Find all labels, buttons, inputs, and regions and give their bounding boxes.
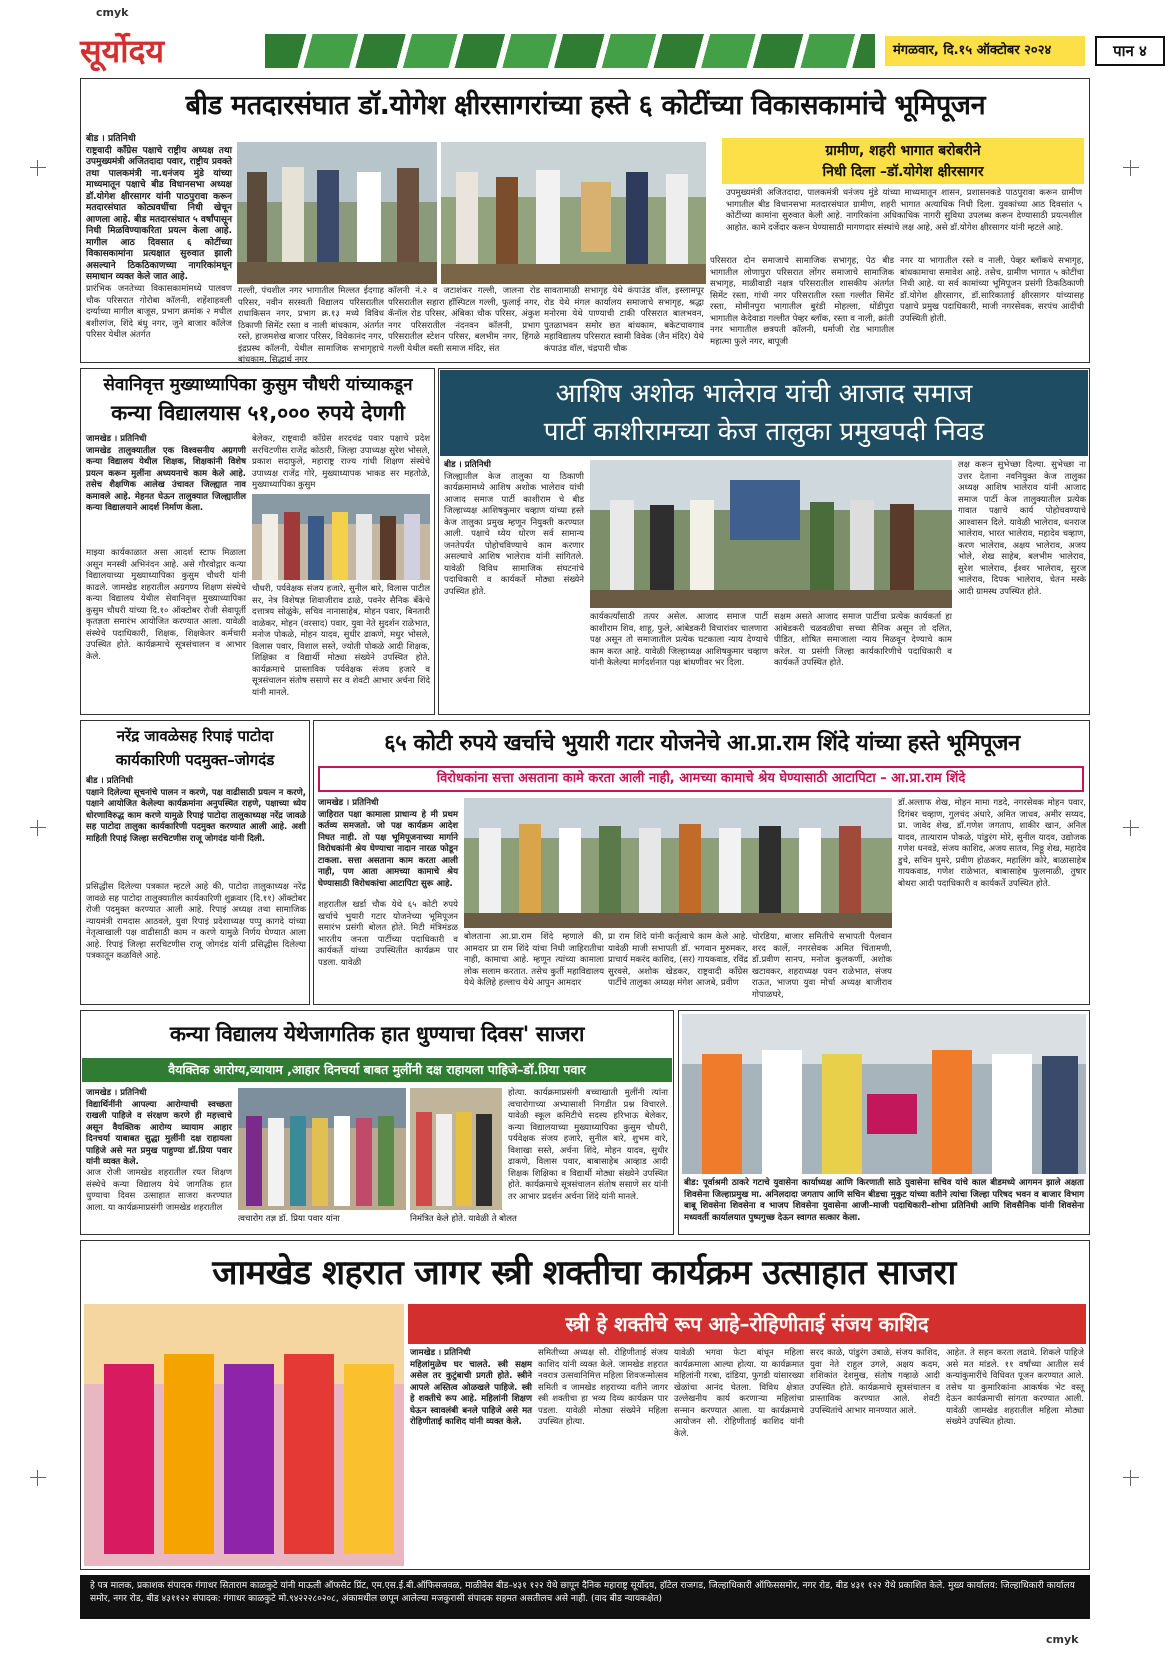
story-donation-body-b: बेलेकर, राष्ट्रवादी काँग्रेस शरदचंद्र पवार पक्षाचे प्रदेश सरचिटणीस राजेंद्र कोठारी, जिल्हा उपाध्यक्ष सुरेश भोसले, प्रकाश सदाफुले, महाराष्ट्र राज्य गांधी शिक्षण संस्थेचे उपाध्यक्ष राजेंद्र गोरे, मुख्याध्यापक भाकड सर महतोळे, मुख्याध्यापिका कुसुम (252, 434, 430, 490)
photo-bhoomipujan-1 (237, 142, 437, 284)
story-bid-box-title2: निधी दिला –डॉ.योगेश क्षीरसागर (822, 164, 984, 180)
cmyk-bottom: cmyk (1046, 1633, 1079, 1646)
story-bhalerao-col-b: कार्यकर्त्यांसाठी तत्पर असेल. आजाद समाज पार्टी काशीराम शिव, शाहू, फुले, आंबेडकरी विचारांवर चालणारा पक्ष असून तो समाजातील प्रत्येक घटकाला न्याय देण्याचे काम करत आहे. यावेळी जिल्हाध्यक्ष आशिषकुमार चव्हाण यांनी केलेल्या मार्गदर्शनात पक्ष बांधणीवर भर दिला. (590, 612, 768, 668)
registration-mark (1123, 820, 1139, 836)
story-bid-col2: गल्ली, पंचशील नगर भागातील मिल्लत ईदगाह परिसर, नवीन सरस्वती विद्यालय परिसरातील राधाकिसन नगर, प्रभाग क्र.१३ मध्ये विविध ठिकाणी सिमेंट रस्ता व नाली बांधकाम, अंतर्गत रस्ते, हाजमशेख बाजार परिसर, विवेकानंद नगर, इंद्रप्रस्थ कॉलनी, येथील सामाजिक सभागृहाचे बांधकाम, सिद्धार्थ नगर (238, 286, 384, 365)
story-bid-col6: नगर या भागातील रस्ते व नाली, पेव्हर ब्लॉकचे सभागृह, बांधकामाचा समावेश आहे. तसेच, ग्रामीण भागात ५ कोटींचा निधी आहे. या सर्व कामांच्या भूमिपूजन प्रसंगी ठिकठिकाणी डॉ.योगेश क्षीरसागर, डॉ.सारिकाताई क्षीरसागर यांच्यासह पक्षाचे प्रमुख पदाधिकारी, माजी नगरसेवक, सरपंच आदींची उपस्थिती होती. (900, 256, 1084, 324)
story-handwash-headline: कन्या विद्यालय येथेजागतिक हात धुण्याचा दिवस' साजरा (169, 1022, 585, 1046)
story-gutter-lead: जामखेड । प्रतिनिधी जाहिरात पक्षा कामाला प्राधान्य हे मी प्रथम कर्तव्य समजतो. जो पक्ष कार्यक्रम आदेश निघत नाही. तो पक्ष भूमिपूजनाच्या मार्गाने विरोधकांनी श्रेय घेण्याचा नादान नारळ फोडून टाकला. सत्ता असताना काम करता आली नाही, पण आता आमच्या कामाचे श्रेय घेण्यासाठी विरोधकांचा आटापिटा सुरू आहे. (318, 798, 458, 889)
registration-mark (30, 1470, 46, 1486)
story-handwash-subhead: वैयक्तिक आरोग्य,व्यायाम ,आहार दिनचर्या बाबत मुलींनी दक्ष राहायला पाहिजे–डॉ.प्रिया पवार (168, 1062, 586, 1077)
story-bhalerao-headline2: पार्टी काशीरामच्या केज तालुका प्रमुखपदी निवड (543, 417, 985, 447)
cmyk-top: cmyk (96, 6, 129, 19)
story-handwash-col-c: निमंत्रित केले होते. यावेळी ते बोलत (410, 1214, 517, 1224)
photo-handwash-2 (410, 1088, 502, 1210)
story-bid-col4: सावतामाळी सभागृह येथे कंपाउंड वॉल, इस्लामपूर रोड येथे मंगल कार्यालय समाजाचे सभागृह, श्रद्धा मनोरमा येथे पाण्याची टाकी परिसरात बालभवन, पुतळाभवन समोर छत बांधकाम, बकेटचावगाव महाविद्यालय परिसरात स्वामी विवेक (जैन मंदिर) येथे कंपाउंड वॉल, चंद्रपारी चौक (544, 286, 704, 354)
photo-bhalerao (590, 460, 952, 608)
story-handwash-col-d: होत्या. कार्यक्रमाप्रसंगी बच्चाखाती मुलींनी त्यांना त्वचारोगाच्या अभ्यासाशी निगडीत प्रश्न विचारले. यावेळी स्कूल कमिटीचे सदस्य हरिभाऊ बेलेकर, कन्या विद्यालयाच्या मुख्याध्यापिका कुसुम चौधरी, पर्यवेक्षक संजय हजारे, सुनील बारे, शुभम वारे, विशाखा सस्ते, अर्चना शिंदे, मोहन यादव, सुधीर ढाकणे, विलास पवार, बाबासाहेब आव्हाड आदी शिक्षक शिक्षिका व विद्यार्थी मोठ्या संख्येने उपस्थित होते. कार्यक्रमाचे सूत्रसंचालन संतोष ससाणे सर यांनी तर आभार प्रदर्शन अर्चना शिंदे यांनी मानले. (508, 1088, 668, 1202)
registration-mark (30, 160, 46, 176)
story-gutter-col-d: चोरडिया, बाजार समितीचे सभापती पैलवान शरद कार्ले, नगरसेवक अमित चिंतामणी, डॉ.प्रवीण सानप, मनोज कुलकर्णी, अशोक खटावकर, शहराध्यक्ष पवन राळेभात, संजय राऊत, भाजपा युवा मोर्चा अध्यक्ष बाजीराव गोपाळघरे, (752, 932, 892, 1000)
story-bhalerao-col-a: बीड । प्रतिनिधी जिल्ह्यातील केज तालुका या ठिकाणी कार्यक्रमामध्ये आशिष अशोक भालेराव यांची आजाद समाज पार्टी काशीराम चे बीड जिल्हाध्यक्ष आशिषकुमार चव्हाण यांच्या हस्ते केज तालुका प्रमुख म्हणून नियुक्ती करण्यात आली. पक्षाचे ध्येय धोरण सर्व सामान्य जनतेपर्यंत पोहोचविण्याचे काम करणार असल्याचे आशिष भालेराव यांनी सांगितले. यावेळी विविध सामाजिक संघटनांचे पदाधिकारी व कार्यकर्ते मोठ्या संख्येने उपस्थित होते. (444, 460, 584, 597)
story-bhalerao-col-c: सक्षम असते आजाद समाज पार्टीचा प्रत्येक कार्यकर्ता हा आंबेडकरी चळवळीचा सच्चा सैनिक असून तो दलित, पीडित, शोषित समाजाला न्याय मिळवून देण्याचे काम करेल. या प्रसंगी जिल्हा कार्यकारिणीचे पदाधिकारी व कार्यकर्ते उपस्थित होते. (774, 612, 952, 668)
story-ripai-body: प्रसिद्धीस दिलेल्या पत्रकात म्हटले आहे की, पाटोदा तालुकाध्यक्ष नरेंद्र जावळे सह पाटोदा तालुक्यातील कार्यकारिणी शुक्रवार (दि.११) ऑक्टोबर रोजी पदमुक्त करण्यात आली आहे. रिपाइं अध्यक्ष तथा सामाजिक न्यायमंत्री रामदास आठवले, युवा रिपाइं प्रदेशाध्यक्ष पप्पु कागदे यांच्या नेतृत्वाखाली पक्ष वाढीसाठी काम न करणे यामुळे निर्णय घेण्यात आला आहे. रिपाइं जिल्हा सरचिटणीस राजू जोगदंड यांनी प्रसिद्धीस दिलेल्या पत्रकातून कळविले आहे. (86, 882, 306, 961)
story-bid-col5: परिसरात दोन समाजाचे सामाजिक सभागृह, पेठ बीड भागातील लोणापुरा परिसरात लोंगर समाजाचे सामाजिक सभागृह, माळीवाडी नक्षत्र परिसरातील शासकीय अंतर्गत सिमेंट रस्ता, गांधी नगर परिसरातील रस्ता गल्लीत सिमेंट रस्ता, मोमीनपुरा भागातील बुरंडी मोहल्ला, धोंडीपुरा भागातील केदेवाडा गल्लीत पेव्हर ब्लॉक, रस्ता व नाली, क्रांती नगर भागातील छत्रपती कॉलनी, धर्माजी रोड भागातील महात्मा फुले नगर, बापूजी (710, 256, 894, 347)
story-ripai-lead: बीड । प्रतिनिधी पक्षाने दिलेल्या सूचनांचे पालन न करणे, पक्ष वाढीसाठी प्रयत्न न करणे, पक्षाने आयोजित केलेल्या कार्यक्रमांना अनुपस्थित राहणे, पक्षाच्या ध्येय धोरणाविरुद्ध काम करणे यामुळे रिपाइं पाटोदा तालुकाध्यक्ष नरेंद्र जावळे सह पाटोदा तालुका कार्यकारिणी पदमुक्त करण्यात आली आहे. अशी माहिती रिपाइं जिल्हा सरचिटणीस राजू जोगदंड यांनी दिली. (86, 776, 306, 844)
photo-donation (252, 494, 430, 580)
page-number: पान ४ (1095, 36, 1165, 66)
masthead-stripe (265, 34, 875, 68)
masthead (80, 30, 1147, 72)
story-donation-lead: जामखेड । प्रतिनिधी जामखेड तालुक्यातील एक विश्वसनीय अग्रगणी कन्या विद्यालय येथील शिक्षक, शिक्षकांनी विशेष प्रयत्न करून मुलींना अध्ययनाचे काम केले आहे. तसेच शैक्षणिक आलेख उंचावत जिल्ह्यात नाव कमावले आहे. मेहनत घेऊन तालुक्यात जिल्ह्यातील कन्या विद्यालयाने आदर्श निर्माण केला. (86, 434, 246, 513)
story-bid-headline: बीड मतदारसंघात डॉ.योगेश क्षीरसागरांच्या हस्ते ६ कोटींच्या विकासकामांचे भूमिपूजन (185, 90, 986, 121)
story-gutter-col-a2: शहरातील खर्डा चौक येथे ६५ कोटी रुपये खर्चाचे भुयारी गटार योजनेच्या भूमिपूजन समारंभ प्रसंगी बोलत होते. मिटी मंत्रिमंडळ भारतीय जनता पार्टीच्या पदाधिकारी व कार्यकर्ते यांच्या उपस्थितीत कार्यक्रम पार पडला. यावेळी (318, 900, 458, 968)
photo-gutter-bhoomipujan (464, 798, 892, 928)
story-gutter-col-e: डॉ.अल्ताफ शेख, मोहन मामा गडदे, नगरसेवक मोहन पवार, दिगंबर चव्हाण, गुलचंद अंधारे, अमित जाधव, अमीर सय्यद, प्रा. जावेद शेख, डॉ.गणेश जगताप, शाकीर खान, अनिल यादव, तात्याराम पोकळे, पांडुरंग मोरे, सुनील यादव, उद्योजक गणेश धनवडे, संजय काशिद, अजय सातव, मिठ्ठू शेख, महादेव डुचे, सचिन घुमरे, प्रवीण होळकर, महालिंग कोरे, बाळासाहेब गायकवाड, गणेश राळेभात, बाबासाहेब फुलमाळी, तुषार बोथरा आदी पदाधिकारी व कार्यकर्ते उपस्थित होते. (898, 798, 1086, 889)
story-donation-headline2: कन्या विद्यालयास ५१,००० रुपये देणगी (111, 401, 405, 425)
printer-footer: हे पत्र मालक, प्रकाशक संपादक गंगाधर सिताराम काळकुटे यांनी माऊली ऑफसेट प्रिंट, एम.एस.ई.बी.ऑफिसजवळ, माळीवेस बीड–४३१ १२२ येथे छापून दैनिक महाराष्ट्र सूर्योदय, हॉटेल राजगड, जिल्हाधिकारी ऑफिससमोर, नगर रोड, बीड ४३१ १२२ येथे प्रकाशित केले. मुख्य कार्यालय: जिल्हाधिकारी कार्यालय समोर, नगर रोड, बीड ४३११२२ संपादक: गंगाधर काळकुटे मो.९४२२२८०२०८, अंकामधील छापून आलेल्या मजकुरासी संपादक सहमत असतीलच असे नाही. (वाद बीड न्यायकक्षेत) (80, 1575, 1090, 1619)
story-bhalerao-headline1: आशिष अशोक भालेराव यांची आजाद समाज (555, 379, 973, 409)
story-gutter-headline: ६५ कोटी रुपये खर्चाचे भुयारी गटार योजनेचे आ.प्रा.राम शिंदे यांच्या हस्ते भूमिपूजन (384, 731, 1020, 756)
story-ripai-headline1: नरेंद्र जावळेसह रिपाइं पाटोदा (116, 727, 274, 745)
story-jagar-col-b: समितीच्या अध्यक्ष सौ. रोहिणीताई संजय काशिद यांनी व्यक्त केले. जामखेड शहरात नवरात्र उत्सवानिमित्त महिला शिवजन्मोत्सव समिती व जामखेड शहराच्या वतीने जागर स्त्री शक्तीचा हा भव्य दिव्य कार्यक्रम पार पडला. यावेळी मोठ्या संख्येने महिला उपस्थित होत्या. (538, 1348, 668, 1427)
issue-date: मंगळवार, दि.१५ ऑक्टोबर २०२४ (885, 36, 1085, 66)
story-jagar-col-c: यावेळी भगवा फेटा बांधून महिला कार्यक्रमाला आल्या होत्या. या कार्यक्रमात महिलांनी गरबा, दांडिया, फुगडी यांसारख्या खेळांचा आनंद घेतला. विविध क्षेत्रात उल्लेखनीय कार्य करणाऱ्या महिलांचा सन्मान करण्यात आला. या कार्यक्रमाचे आयोजन सौ. रोहिणीताई काशिद यांनी केले. (674, 1348, 804, 1439)
registration-mark (1123, 1470, 1139, 1486)
story-bid-col3: कॉलनी नं.२ व जटाशंकर गल्ली, जालना रोड परिसरातील सहारा हॉस्पिटल गल्ली, फुलाई नगर, कॅनॉल रोड परिसर, अंबिका चौक परिसर, अंकुश नगर परिसरातील नंदनवन कॉलनी, प्रभाग परिसरातील स्टेशन परिसर, बलभीम नगर, हिंगळे गल्ली येथील वस्ती समाज मंदिर, संत (388, 286, 540, 354)
registration-mark (30, 820, 46, 836)
story-handwash-body: आज रोजी जामखेड शहरातील रयत शिक्षण संस्थेचे कन्या विद्यालय येथे जागतिक हात धुण्याचा दिवस उत्साहात साजरा करण्यात आला. या कार्यक्रमाप्रसंगी जामखेड शहरातील (86, 1168, 232, 1213)
story-bid-col1: प्रारंभिक जनतेच्या विकासकामांमध्ये पालवण चौक परिसरात गोरोबा कॉलनी, शहेंशाहवली दर्ग्याच्या मागील बाजूस, प्रभाग क्रमांक २ मधील बशीरगंज, शिंदे बंधु नगर, जुने बाजार कॉलेज परिसर येथील अंतर्गत (86, 284, 232, 340)
story-gutter-col-b: बोलताना आ.प्रा.राम शिंदे म्हणाले की, आमदार प्रा राम शिंदे यांचा निधी जाहिरातीचा नाही, कामाचा आहे. म्हणून त्यांच्या कामाला लोक सलाम करतात. तसेच कुर्ती महाविद्यालय येथे केलिहे हल्लाच येथे आपुन आमदार (464, 932, 604, 988)
story-ripai-headline2: कार्यकारिणी पदमुक्त–जोगदंड (115, 751, 275, 769)
story-gutter-subhead: विरोधकांना सत्ता असताना कामे करता आली नाही, आमच्या कामाचे श्रेय घेण्यासाठी आटापिटा – आ.प्रा.राम शिंदे (436, 771, 966, 786)
photo-jagar-stree-shakti (84, 1304, 404, 1566)
story-jagar-headline: जामखेड शहरात जागर स्त्री शक्तीचा कार्यक्रम उत्साहात साजरा (212, 1253, 956, 1293)
story-bid-box-title1: ग्रामीण, शहरी भागात बरोबरीने (825, 143, 981, 159)
story-donation-body-c: चौधरी, पर्यवेक्षक संजय हजारे, सुनील बारे, विलास पाटील सर, नेत्र विशेषज्ञ शिवाजीराव ढाळे, पवनेर सैनिक बँकेचे दत्तात्रय सोळुंके, सचिव नानासाहेब, मोहन पवार, बिनतारी वाळेकर, मोहन (वरसाद) पवार, युवा नेते सुदर्शन राळेभात, मनोज पोकळे, मोहन यादव, सुधीर ढाकणे, मधुर भोसले, विलास पवार, विशाल सस्ते, ज्योती पोकळे आदी शिक्षक, शिक्षिका व विद्यार्थी मोठ्या संख्येने उपस्थित होते. कार्यक्रमाचे प्रास्ताविक पर्यवेक्षक संजय हजारे व सूत्रसंचालन संतोष ससाणे सर व शेवटी आभार अर्चना शिंदे यांनी मानले. (252, 584, 430, 698)
newspaper-logo: सूर्योदय (80, 32, 165, 70)
photo-bhoomipujan-2 (441, 142, 706, 284)
story-jagar-col-e: आहेत. ते सहन करता लढावे. शिकले पाहिजे असे मत मांडले. ११ वर्षांच्या आतील सर्व कन्यांकुमारींचे विधिवत पूजन करण्यात आले. तसेच या कुमारिकांना आकर्षक भेट वस्तू देऊन कार्यक्रमाची सांगता करण्यात आली. यावेळी जामखेड शहरातील महिला मोठ्या संख्येने उपस्थित होत्या. (946, 1348, 1084, 1427)
story-handwash-lead: जामखेड । प्रतिनिधी विद्यार्थिनींनी आपल्या आरोग्याची स्वच्छता राखली पाहिजे व संरक्षण करणे ही महत्त्वाचे असून वैयक्तिक आरोग्य व्यायाम आहार दिनचर्या याबाबत सुद्धा मुलींनी दक्ष राहायला पाहिजे असे मत प्रमुख पाहुण्या डॉ.प्रिया पवार यांनी व्यक्त केले. (86, 1088, 232, 1167)
story-jagar-col-d: सरद काळे, पांडुरंग उबाळे, संजय काशिद, युवा नेते राहुल उगले, अक्षय कदम, शशिकांत देशमुख, संतोष गव्हाळे आदी उपस्थित होते. कार्यक्रमाचे सूत्रसंचालन व प्रास्ताविक करण्यात आले. शेवटी उपस्थितांचे आभार मानण्यात आले. (810, 1348, 940, 1416)
story-handwash-col-b: त्वचारोग तज्ञ डॉ. प्रिया पवार यांना (238, 1214, 340, 1224)
photo-yuvasena-welcome (682, 1014, 1086, 1174)
registration-mark (1123, 160, 1139, 176)
photo-handwash-1 (238, 1088, 406, 1210)
story-bid-box-body: उपमुख्यमंत्री अजितदादा, पालकमंत्री धनंजय मुंडे यांच्या माध्यमातून शासन, प्रशासनकडे पाठपुरावा करून ग्रामीण भागातील बीड विधानसभा मतदारसंघात ग्रामीण, शहरी भागात अत्याधिक निधी दिला. युवकांच्या आठ दिवसांत ५ कोटींच्या कामांना सुरुवात केली आहे. नागरिकांना अधिकाधिक नागरी सुविधा उपलब्ध करून देण्यासाठी प्रयत्नशील आहोत. कामे दर्जेदार करून घेण्यासाठी मागणदार संस्थांचे लक्ष आहे, असे डॉ.योगेश क्षीरसागर यांनी म्हटले आहे. (726, 188, 1082, 233)
story-donation-headline1: सेवानिवृत्त मुख्याध्यापिका कुसुम चौधरी यांच्याकडून (103, 375, 413, 395)
story-jagar-subhead: स्त्री हे शक्तीचे रूप आहे–रोहिणीताई संजय काशिद (565, 1312, 929, 1336)
story-gutter-col-c: प्रा राम शिंदे यांनी कर्तृत्वाचे काम केले आहे. यावेळी माजी सभापती डॉ. भगवान मुरुमकर, प्राचार्य मकरंद काशिद, (सर) गायकवाड, रविंद्र सुरवसे, अशोक खेडकर, राष्ट्रवादी काँग्रेस पार्टीचे तालुका अध्यक्ष मंगेश आजबे, प्रवीण (608, 932, 748, 988)
story-yuvasena-caption: बीड: पूर्वाश्रमी ठाकरे गटाचे युवासेना कार्याध्यक्ष आणि किरणाती साठे युवासेना सचिव यांचे काल बीडमध्ये आगमन झाले अक्षता शिवसेना जिल्हाप्रमुख मा. अनिलदादा जगताप आणि सचिन बीडचा मुकुट यांच्या वतीने त्यांचा जिल्हा परिषद भवन व बाजार विभाग बाबू शिवसेना शिवसेना व भाजप शिवसेना युवासेना आजी–माजी पदाधिकारी–शोभा प्रतिनिधी आणि शिवसैनिक यांनी शिवसेना मध्यवर्ती कार्यालयात पुष्पगुच्छ देऊन स्वागत सत्कार केला. (684, 1178, 1084, 1223)
story-jagar-lead: जामखेड । प्रतिनिधी महिलांमुळेच घर चालते. स्त्री सक्षम असेल तर कुटुंबाची प्रगती होते. स्त्रीने आपले अस्तित्व ओळखले पाहिजे. स्त्री हे शक्तीचे रूप आहे. महिलांनी शिक्षण घेऊन स्वावलंबी बनले पाहिजे असे मत रोहिणीताई काशिद यांनी व्यक्त केले. (410, 1348, 532, 1427)
story-donation-body-a: माझ्या कार्यकाळात असा आदर्श स्टाफ मिळाला असून मनस्वी अभिनंदन आहे. असे गौरवोद्गार कन्या विद्यालयाच्या मुख्याध्यापिका कुसुम चौधरी यांनी काढले. जामखेड शहरातील अग्रगण्य शिक्षण संस्थेचे कन्या विद्यालय येथील सेवानिवृत्त मुख्याध्यापिका कुसुम चौधरी यांच्या दि.१० ऑक्टोबर रोजी सेवापूर्ती कृतज्ञता समारंभ आयोजित करण्यात आला. यावेळी संस्थेचे पदाधिकारी, शिक्षक, शिक्षकेतर कर्मचारी उपस्थित होते. कार्यक्रमाचे सूत्रसंचालन व आभार केले. (86, 548, 246, 662)
story-bid-lead: बीड । प्रतिनिधी राष्ट्रवादी काँग्रेस पक्षाचे राष्ट्रीय अध्यक्ष तथा उपमुख्यमंत्री अजितदादा पवार, राष्ट्रीय प्रवक्ते तथा पालकमंत्री ना.धनंजय मुंडे यांच्या माध्यमातून पक्षाचे बीड विधानसभा अध्यक्ष डॉ.योगेश क्षीरसागर यांनी पाठपुरावा करून मतदारसंघात कोट्यवधींचा निधी खेचून आणला आहे. बीड मतदारसंघात ५ वर्षांपासून निधी मिळविण्याकरिता प्रयत्न केला आहे. मागील आठ दिवसात ६ कोटींच्या विकासकामांना प्रत्यक्षात सुरुवात झाली असल्याने ठिकठिकाणच्या नागरिकांमधून समाधान व्यक्त केले जात आहे. (86, 134, 232, 282)
story-bhalerao-col-d: लक्ष करून सुभेच्छा दिल्या. सुभेच्छा ना उत्तर देताना नवनियुक्त केज तालुका अध्यक्ष आशिष भालेराव यांनी आजाद समाज पार्टी केज तालुक्यातील प्रत्येक गावात पक्षाचे कार्य पोहोचवण्याचे आश्वासन दिले. यावेळी भालेराव, धनराज भालेराव, भारत भालेराव, महादेव चव्हाण, करण भालेराव, अक्षय भालेराव, अजय भोले, शेख साहेब, बलभीम भालेराव, सुरेश भालेराव, ईश्वर भालेराव, सुरज भालेराव, दिपक भालेराव, चेतन मस्के आदी ग्रामस्थ उपस्थित होते. (958, 460, 1086, 597)
